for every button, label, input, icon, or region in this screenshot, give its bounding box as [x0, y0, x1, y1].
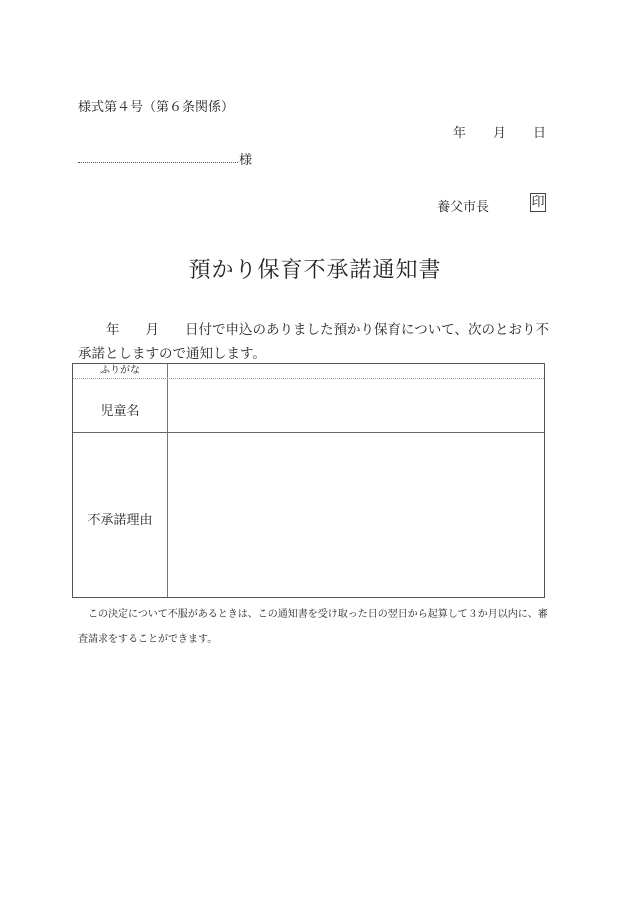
body-line-1 — [78, 318, 548, 338]
child-name-label: 児童名 — [100, 404, 140, 419]
issuer-name: 養父市長 — [437, 200, 490, 215]
date-year-label: 年 — [453, 126, 467, 141]
addressee-field[interactable] — [78, 162, 238, 163]
body-month-label: 月 — [145, 322, 159, 338]
document-title: 預かり保育不承諾通知書 — [188, 258, 442, 283]
date-day-label: 日 — [533, 126, 547, 141]
child-name-field[interactable] — [168, 379, 544, 432]
appeal-note-line-2: 査請求をすることができます。 — [78, 634, 218, 645]
body-line-2: 承諾としますので通知します。 — [78, 346, 266, 362]
furigana-label: ふりがな — [100, 365, 140, 376]
furigana-field[interactable] — [168, 364, 544, 378]
info-table — [72, 363, 545, 598]
rejection-reason-label: 不承諾理由 — [87, 513, 153, 528]
appeal-note-line-1 — [78, 605, 548, 620]
seal-box: 印 — [531, 195, 545, 210]
addressee-suffix: 様 — [239, 153, 253, 168]
body-year-label: 年 — [106, 322, 120, 338]
form-number: 様式第４号（第６条関係） — [78, 100, 235, 115]
body-line1-rest: 日付で申込のありました預かり保育について、次のとおり不 — [185, 322, 549, 338]
rejection-reason-field[interactable] — [168, 433, 544, 597]
date-month-label: 月 — [493, 126, 507, 141]
appeal-note-text-1: この決定について不服があるときは、この通知書を受け取った日の翌日から起算して３か月以内に、審 — [88, 609, 548, 620]
